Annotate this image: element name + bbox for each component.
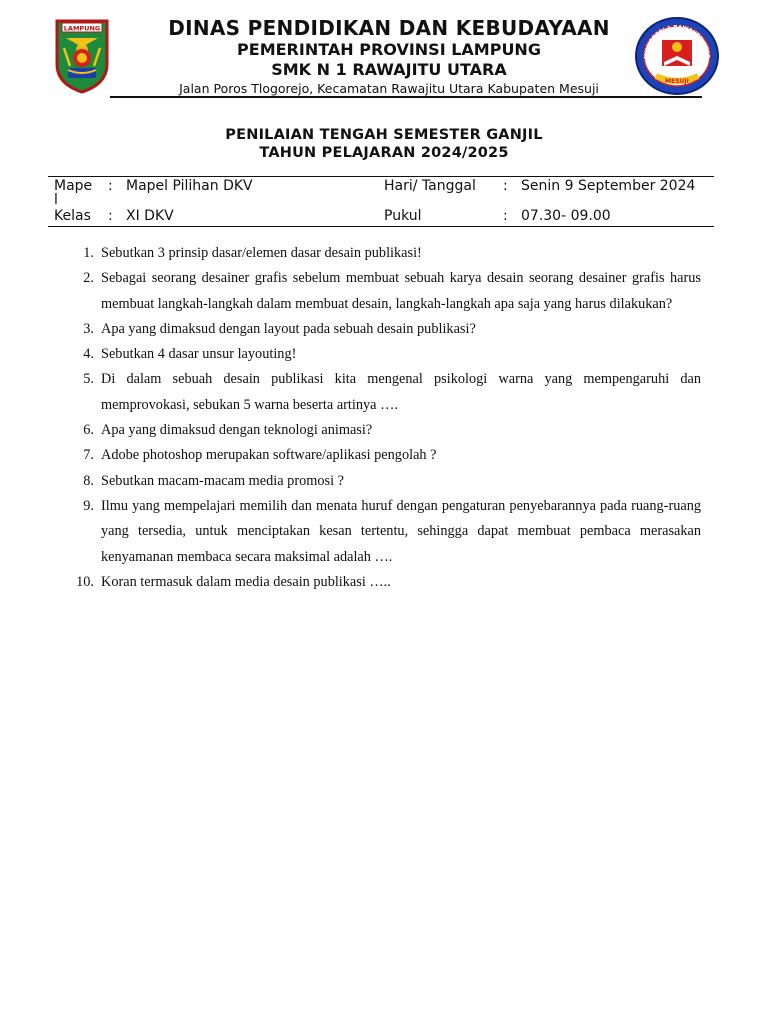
question-item: [76, 418, 701, 443]
question-text: Sebagai seorang desainer grafis sebelum membuat sebuah karya desain seorang desainer grafis harus membuat langkah-langkah dalam membuat desain, langkah-langkah apa saja yang harus dilakukan?: [101, 270, 701, 312]
question-number: 8.: [83, 472, 94, 489]
mapel-label-wrap: l: [54, 192, 58, 208]
letterhead-address: Jalan Poros Tlogorejo, Kecamatan Rawajitu Utara Kabupaten Mesuji: [179, 81, 599, 96]
question-text: Di dalam sebuah desain publikasi kita mengenal psikologi warna yang mempengaruhi dan memprovokasi, sebukan 5 warna beserta artinya ….: [101, 371, 701, 413]
mapel-colon: :: [108, 178, 113, 194]
question-number: 10.: [76, 573, 94, 590]
hari-label: Hari/ Tanggal: [384, 178, 476, 194]
lampung-logo-text: LAMPUNG: [63, 24, 101, 33]
question-number: 1.: [83, 245, 94, 261]
hari-colon: :: [503, 178, 508, 194]
letterhead: [120, 16, 658, 97]
mapel-label: Mape: [54, 178, 93, 194]
kelas-colon: :: [108, 208, 113, 224]
question-item: [76, 443, 701, 468]
exam-title-line2: TAHUN PELAJARAN 2024/2025: [259, 145, 509, 161]
hari-value: Senin 9 September 2024: [521, 178, 696, 194]
question-number: 7.: [83, 447, 94, 464]
question-text: Apa yang dimaksud dengan teknologi animasi?: [101, 422, 373, 439]
question-item: [76, 469, 701, 494]
question-number: 3.: [83, 320, 94, 337]
letterhead-agency: DINAS PENDIDIKAN DAN KEBUDAYAAN: [168, 16, 610, 40]
pukul-colon: :: [503, 208, 508, 224]
kelas-value: XI DKV: [126, 208, 174, 224]
question-text: Sebutkan 4 dasar unsur layouting!: [101, 346, 297, 363]
letterhead-school: SMK N 1 RAWAJITU UTARA: [271, 60, 507, 79]
question-number: 2.: [83, 270, 94, 287]
question-number: 5.: [83, 371, 94, 388]
letterhead-government: PEMERINTAH PROVINSI LAMPUNG: [237, 40, 541, 59]
pukul-label: Pukul: [384, 208, 422, 224]
kelas-label: Kelas: [54, 208, 91, 224]
question-text: Sebutkan 3 prinsip dasar/elemen dasar desain publikasi!: [101, 245, 422, 261]
pukul-value: 07.30- 09.00: [521, 208, 611, 224]
question-item: [76, 342, 701, 367]
question-text: Sebutkan macam-macam media promosi ?: [101, 472, 344, 489]
question-number: 4.: [83, 346, 94, 363]
question-text: Koran termasuk dalam media desain publikasi …..: [101, 573, 391, 590]
school-logo-text: MK NEGERI 1 RAWAJITU UTAR: [643, 24, 711, 60]
question-item: [76, 317, 701, 342]
question-number: 9.: [83, 497, 94, 514]
question-text: Apa yang dimaksud dengan layout pada sebuah desain publikasi?: [101, 320, 476, 337]
exam-info-table: [48, 176, 714, 227]
lampung-emblem-icon: [54, 18, 110, 94]
question-text: Adobe photoshop merupakan software/aplikasi pengolah ?: [101, 447, 437, 464]
question-item: [76, 570, 701, 595]
letterhead-divider: [110, 96, 702, 98]
question-number: 6.: [83, 422, 94, 439]
school-emblem-icon: [634, 16, 720, 96]
question-text: Ilmu yang mempelajari memilih dan menata huruf dengan pengaturan penyebarannya pada ruang-ruang yang tersedia, untuk menciptakan kesan tertentu, sehingga dapat membuat pembaca merasakan kenyamanan membaca secara maksimal adalah ….: [101, 497, 701, 565]
mapel-value: Mapel Pilihan DKV: [126, 178, 253, 194]
question-item: [76, 241, 701, 266]
exam-title: [0, 126, 768, 162]
exam-title-line1: PENILAIAN TENGAH SEMESTER GANJIL: [225, 127, 543, 143]
school-logo-bottom-text: MESUJI: [665, 78, 689, 85]
question-item: [76, 494, 701, 570]
question-item: [76, 266, 701, 317]
question-item: [76, 367, 701, 418]
question-list: [76, 241, 701, 595]
